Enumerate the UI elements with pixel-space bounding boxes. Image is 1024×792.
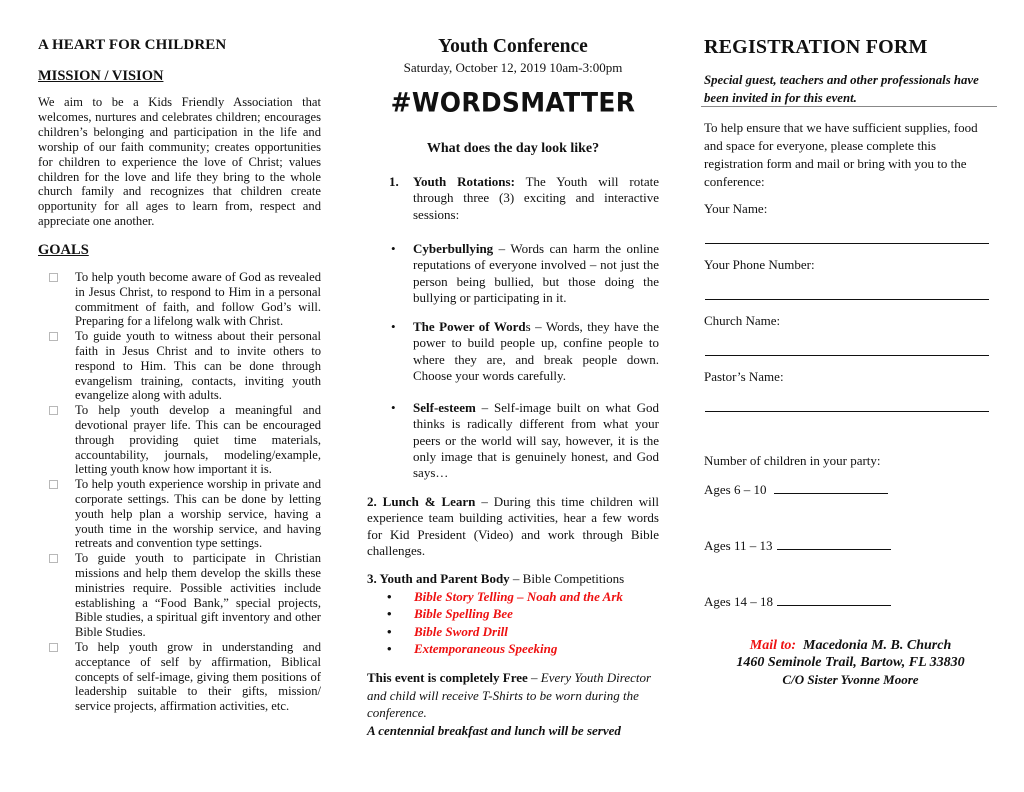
competition-item: • Bible Spelling Bee [387,606,513,622]
care-of: C/O Sister Yvonne Moore [782,672,919,687]
mission-heading: MISSION / VISION [38,68,164,84]
age-label: Ages 6 – 10 [704,482,767,497]
panel-title: A HEART FOR CHILDREN [38,37,227,53]
agenda-item-youth-parent-body [367,571,659,587]
session-power-of-words: • The Power of Words – Words, they have the power to build people up, confine people to where they are, and break people down. Choose your words carefully. [391,319,660,383]
bullet-icon: • [387,641,392,657]
bullet-icon: • [391,400,396,415]
competitions-list [387,588,659,658]
age-6-10-blank[interactable] [774,481,888,494]
age-group-11-13 [704,537,891,554]
goals-heading: GOALS [38,242,89,258]
item-text: – Bible Competitions [509,571,625,586]
competition-item: • Extemporaneous Speeking [387,641,558,657]
session-cyberbullying [391,241,659,306]
item-label: 2. Lunch & Learn [367,494,476,509]
age-11-13-blank[interactable] [777,537,891,550]
agenda-item-lunch-learn [367,494,659,559]
bullet-icon: • [391,319,396,334]
conference-date: Saturday, October 12, 2019 10am-3:00pm [403,60,623,75]
street-address: 1460 Seminole Trail, Bartow, FL 33830 [736,655,965,670]
goal-item: To guide youth to participate in Christian missions and help them develop the skills these ministries require. Possible activities include establishing a “Food Bank,” special projects, Bible studies, a spiritual gift inventory and other Bible Studies. [38,551,321,640]
free-label: This event is completely Free [367,670,528,685]
competition-item: • Bible Sword Drill [387,623,508,639]
pastor-field-label: Pastor’s Name: [704,369,784,384]
mailing-address [704,637,997,688]
bullet-icon: • [387,606,392,622]
mission-text: We aim to be a Kids Friendly Association that welcomes, nurtures and celebrates children; encourages children’s belonging and participation in the life and worship of our faith community; creates opportunities for children to experience the love of Christ; values children for the love and life they bring to the whole church family and recognizes that children create opportunity for all ages to learn from, respect and appreciate one another. [38,95,321,229]
goal-item: To help youth grow in understanding and acceptance of self by affirmation, Biblical concepts of self-image, giving them positions of leadership suitable to their gifts, mission/ service projects, affirmation activities, etc. [38,640,321,714]
session-label: Cyberbullying [413,241,494,256]
checkbox-icon [49,406,58,415]
item-text: – During this time children will experience team building activities, hear a few words for Kid President (Video) and work through Bible challenges. [367,494,659,558]
free-text: Every Youth Director and child will receive T-Shirts to be worn during the conference. [367,670,652,721]
session-label: Self-esteem [413,400,476,415]
registration-title: REGISTRATION FORM [704,36,928,58]
breakfast-note: A centennial breakfast and lunch will be served [367,722,621,738]
bullet-icon: • [387,623,392,639]
bullet-icon: • [391,241,396,256]
phone-field-line[interactable] [705,299,989,300]
session-self-esteem [391,400,659,481]
item-number: 1. [389,174,399,189]
session-label: The Power of Word [413,319,526,334]
children-count-label: Number of children in your party: [704,453,881,468]
church-name: Macedonia M. B. Church [803,638,952,653]
checkbox-icon [49,643,58,652]
goal-item: To guide youth to witness about their personal faith in Jesus Christ and to invite others to respond to Him. This can be done through evangelism training, contacts, inviting youth evangelize along with adults. [38,329,321,403]
divider [701,106,997,107]
conference-title: Youth Conference [438,36,588,57]
pastor-field-line[interactable] [705,411,989,412]
goals-list [38,270,321,714]
free-event-note: This event is completely Free – Every Youth Director and child will receive T-Shirts to be worn during the conference. A centennial breakfast and lunch will be served [367,670,652,738]
checkbox-icon [49,554,58,563]
age-group-14-18 [704,593,891,610]
mail-to-label: Mail to: [749,638,797,653]
item-label: Youth Rotations: [413,174,515,189]
phone-field-label: Your Phone Number: [704,257,815,272]
item-text: The Youth will rotate through three (3) exciting and interactive sessions: [413,174,660,222]
item-label: 3. Youth and Parent Body [367,571,510,586]
checkbox-icon [49,480,58,489]
agenda-item-youth-rotations [389,174,659,223]
registration-intro: To help ensure that we have sufficient supplies, food and space for everyone, please complete this registration form and mail or bring with you to the conference: [704,120,978,189]
goal-item: To help youth experience worship in private and corporate settings. This can be done by letting youth help plan a worship service, having a youth time in the worship service, and having retreats and convention type settings. [38,477,321,551]
name-field-line[interactable] [705,243,989,244]
name-field-label: Your Name: [704,201,768,216]
age-label: Ages 11 – 13 [704,538,773,553]
age-label: Ages 14 – 18 [704,594,773,609]
competition-item: • Bible Story Telling – Noah and the Ark [387,589,623,604]
session-text: – Words can harm the online reputations of everyone involved – not just the person being bullied, but those doing the bullying or participating in it. [413,241,659,305]
day-question: What does the day look like? [426,141,600,156]
registration-subtitle: Special guest, teachers and other professionals have been invited in for this event. [704,73,979,105]
age-group-6-10 [704,481,888,498]
bullet-icon: • [387,589,392,604]
age-14-18-blank[interactable] [777,593,891,606]
session-text: – Self-image built on what God thinks is radically different from what your peers or the world will say, however, it is the only image that is genuinely honest, and God says… [413,400,659,481]
church-field-line[interactable] [705,355,989,356]
checkbox-icon [49,332,58,341]
church-field-label: Church Name: [704,313,781,328]
session-text: – Words, they have the power to build people up, confine people to where they are, and break people down. Choose your words carefully. [413,319,660,383]
goal-item: To help youth become aware of God as revealed in Jesus Christ, to respond to Him in a personal commitment of faith, and follow God’s will. Preparing for a lifelong walk with Christ. [38,270,321,329]
checkbox-icon [49,273,58,282]
hashtag-wordmark: #WORDSMATTER [390,87,636,118]
goal-item: To help youth develop a meaningful and devotional prayer life. This can be encouraged through providing quiet time materials, accountability, journals, modeling/example, letting youth know how important it is. [38,403,321,477]
